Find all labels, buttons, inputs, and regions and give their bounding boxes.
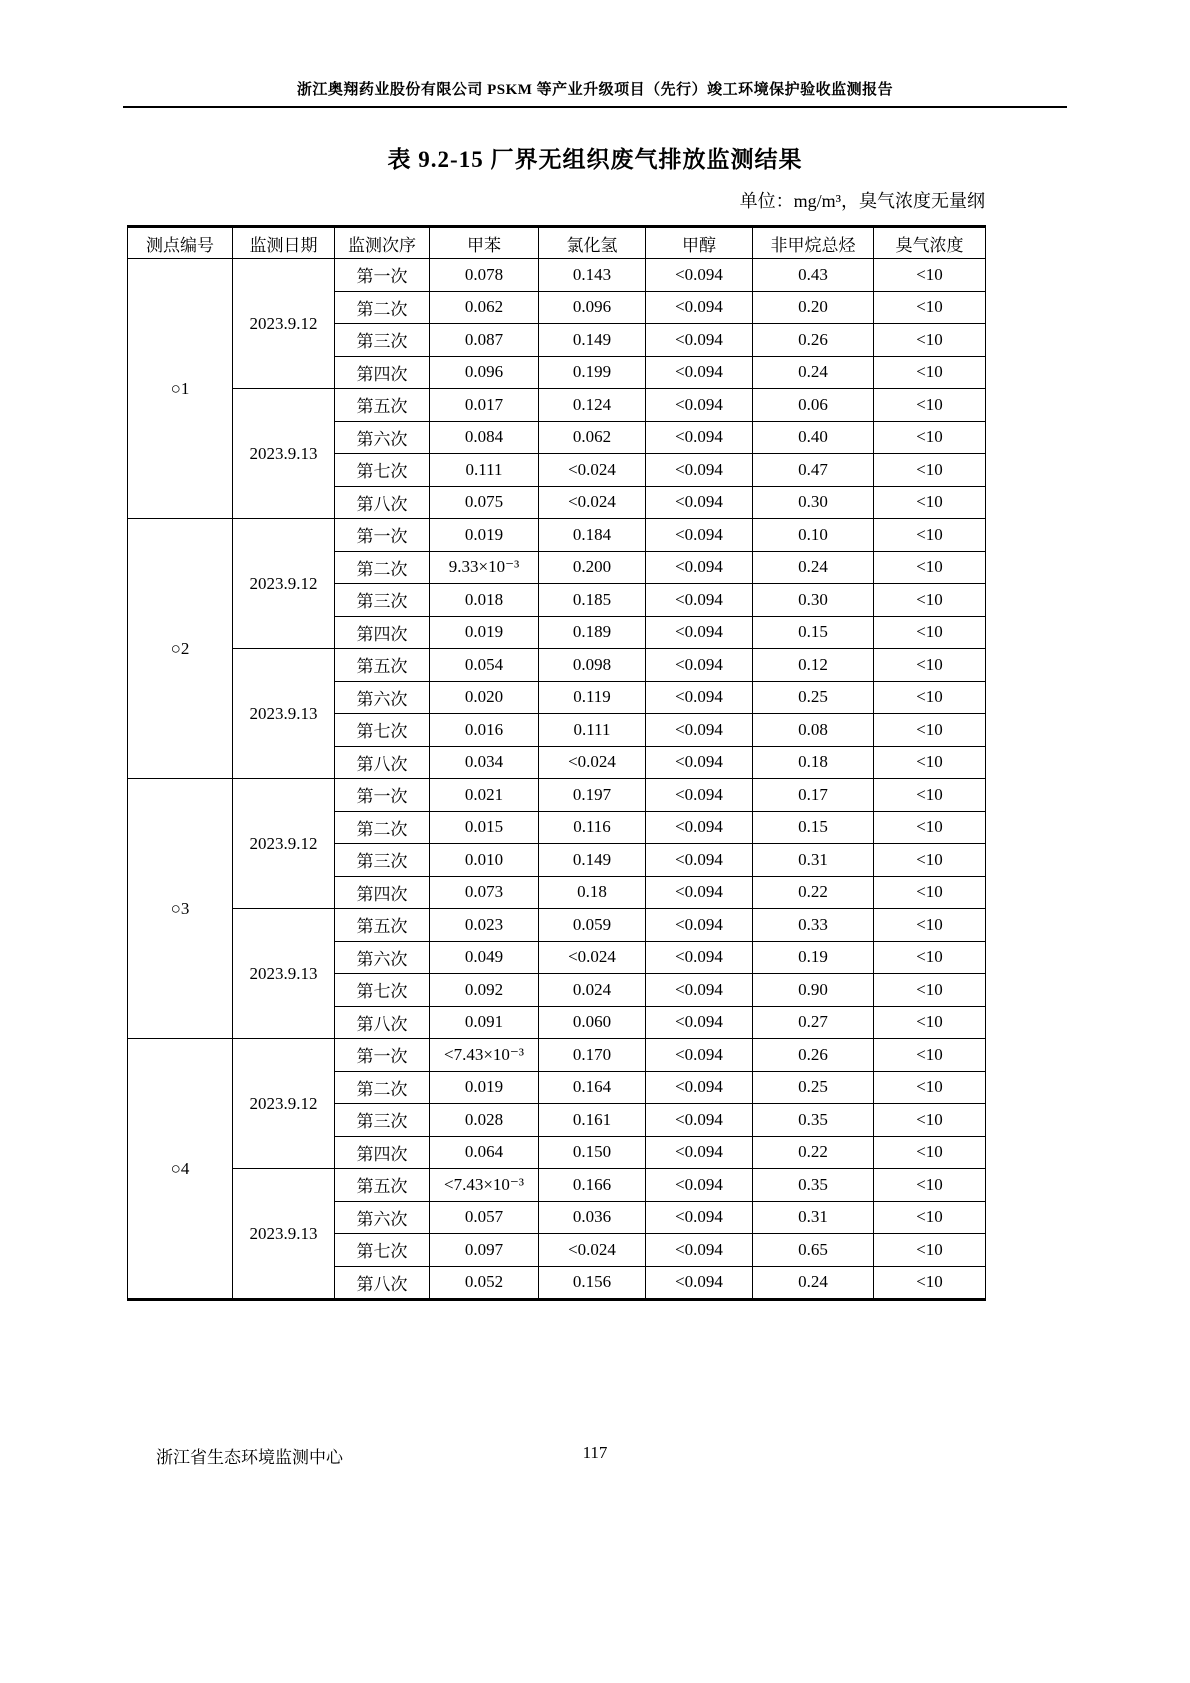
value-cell: 0.010: [430, 844, 539, 877]
value-cell: 0.18: [753, 746, 874, 779]
column-header: 非甲烷总烃: [753, 227, 874, 259]
value-cell: <0.024: [539, 746, 646, 779]
value-cell: 0.059: [539, 909, 646, 942]
value-cell: 0.060: [539, 1006, 646, 1039]
sequence-cell: 第二次: [335, 811, 430, 844]
value-cell: <10: [874, 324, 986, 357]
sequence-cell: 第二次: [335, 291, 430, 324]
value-cell: 0.156: [539, 1266, 646, 1300]
value-cell: 0.018: [430, 584, 539, 617]
value-cell: <7.43×10⁻³: [430, 1169, 539, 1202]
value-cell: 0.18: [539, 876, 646, 909]
sequence-cell: 第三次: [335, 1104, 430, 1137]
date-cell: 2023.9.13: [233, 389, 335, 519]
value-cell: 0.096: [430, 356, 539, 389]
report-header: [123, 78, 1067, 108]
value-cell: 0.164: [539, 1071, 646, 1104]
sequence-cell: 第一次: [335, 259, 430, 292]
report-header-title: 浙江奥翔药业股份有限公司 PSKM 等产业升级项目（先行）竣工环境保护验收监测报告: [296, 82, 894, 98]
value-cell: 0.27: [753, 1006, 874, 1039]
value-cell: <7.43×10⁻³: [430, 1039, 539, 1072]
value-cell: <10: [874, 1006, 986, 1039]
value-cell: <0.094: [646, 746, 753, 779]
value-cell: 0.034: [430, 746, 539, 779]
sequence-cell: 第七次: [335, 454, 430, 487]
value-cell: <10: [874, 844, 986, 877]
value-cell: 0.111: [539, 714, 646, 747]
column-header: 甲苯: [430, 227, 539, 259]
value-cell: <0.094: [646, 1169, 753, 1202]
value-cell: 0.149: [539, 844, 646, 877]
value-cell: <10: [874, 876, 986, 909]
value-cell: 0.020: [430, 681, 539, 714]
value-cell: 0.15: [753, 616, 874, 649]
value-cell: 0.084: [430, 421, 539, 454]
value-cell: 0.200: [539, 551, 646, 584]
value-cell: <10: [874, 1234, 986, 1267]
header-row: [128, 227, 986, 259]
value-cell: <0.094: [646, 616, 753, 649]
value-cell: 0.116: [539, 811, 646, 844]
value-cell: 0.023: [430, 909, 539, 942]
value-cell: <0.094: [646, 681, 753, 714]
sequence-cell: 第八次: [335, 486, 430, 519]
table-row: [128, 389, 986, 422]
value-cell: 0.31: [753, 844, 874, 877]
sequence-cell: 第八次: [335, 1266, 430, 1300]
sequence-cell: 第三次: [335, 584, 430, 617]
value-cell: <0.094: [646, 356, 753, 389]
value-cell: 0.062: [539, 421, 646, 454]
value-cell: 0.052: [430, 1266, 539, 1300]
value-cell: <10: [874, 616, 986, 649]
value-cell: 0.24: [753, 1266, 874, 1300]
value-cell: <10: [874, 259, 986, 292]
value-cell: 0.10: [753, 519, 874, 552]
value-cell: 0.078: [430, 259, 539, 292]
value-cell: <0.094: [646, 1234, 753, 1267]
value-cell: 0.143: [539, 259, 646, 292]
sequence-cell: 第七次: [335, 974, 430, 1007]
table-row: [128, 649, 986, 682]
column-header: 氯化氢: [539, 227, 646, 259]
value-cell: 0.90: [753, 974, 874, 1007]
value-cell: 0.017: [430, 389, 539, 422]
sequence-cell: 第四次: [335, 616, 430, 649]
value-cell: 0.021: [430, 779, 539, 812]
monitoring-table: [127, 225, 986, 1301]
value-cell: <0.094: [646, 714, 753, 747]
value-cell: 0.098: [539, 649, 646, 682]
value-cell: <0.094: [646, 876, 753, 909]
value-cell: 0.111: [430, 454, 539, 487]
value-cell: <10: [874, 551, 986, 584]
value-cell: <0.094: [646, 291, 753, 324]
date-cell: 2023.9.13: [233, 1169, 335, 1300]
value-cell: <10: [874, 649, 986, 682]
value-cell: 0.24: [753, 356, 874, 389]
value-cell: <0.094: [646, 389, 753, 422]
value-cell: 0.124: [539, 389, 646, 422]
value-cell: <10: [874, 519, 986, 552]
value-cell: 0.184: [539, 519, 646, 552]
value-cell: 0.47: [753, 454, 874, 487]
value-cell: 0.12: [753, 649, 874, 682]
date-cell: 2023.9.13: [233, 909, 335, 1039]
table-row: [128, 1169, 986, 1202]
value-cell: 0.064: [430, 1136, 539, 1169]
value-cell: 0.019: [430, 519, 539, 552]
sequence-cell: 第八次: [335, 746, 430, 779]
sequence-cell: 第五次: [335, 649, 430, 682]
value-cell: <0.094: [646, 649, 753, 682]
value-cell: <0.094: [646, 811, 753, 844]
value-cell: 0.054: [430, 649, 539, 682]
sequence-cell: 第一次: [335, 1039, 430, 1072]
sequence-cell: 第六次: [335, 421, 430, 454]
column-header: 监测次序: [335, 227, 430, 259]
value-cell: 0.20: [753, 291, 874, 324]
value-cell: <10: [874, 584, 986, 617]
table-row: [128, 1039, 986, 1072]
value-cell: 0.26: [753, 1039, 874, 1072]
value-cell: <10: [874, 1104, 986, 1137]
value-cell: <0.094: [646, 551, 753, 584]
page-number: 117: [582, 1443, 608, 1462]
table-head: [128, 227, 986, 259]
value-cell: <0.024: [539, 941, 646, 974]
footer-organization: 浙江省生态环境监测中心: [156, 1448, 343, 1467]
column-header: 测点编号: [128, 227, 233, 259]
sequence-cell: 第七次: [335, 1234, 430, 1267]
value-cell: 0.30: [753, 584, 874, 617]
value-cell: 0.35: [753, 1169, 874, 1202]
table-row: [128, 519, 986, 552]
sequence-cell: 第二次: [335, 551, 430, 584]
table-row: [128, 779, 986, 812]
table-title: 表 9.2-15 厂界无组织废气排放监测结果: [387, 147, 803, 172]
value-cell: <0.094: [646, 974, 753, 1007]
date-cell: 2023.9.13: [233, 649, 335, 779]
value-cell: <10: [874, 941, 986, 974]
point-id-cell: ○4: [128, 1039, 233, 1300]
value-cell: 0.197: [539, 779, 646, 812]
value-cell: 0.43: [753, 259, 874, 292]
value-cell: <10: [874, 1201, 986, 1234]
value-cell: <0.094: [646, 584, 753, 617]
value-cell: 0.08: [753, 714, 874, 747]
value-cell: 0.26: [753, 324, 874, 357]
value-cell: 0.119: [539, 681, 646, 714]
value-cell: 0.22: [753, 876, 874, 909]
value-cell: 0.40: [753, 421, 874, 454]
value-cell: <10: [874, 454, 986, 487]
value-cell: <10: [874, 714, 986, 747]
value-cell: <0.094: [646, 1201, 753, 1234]
sequence-cell: 第三次: [335, 844, 430, 877]
value-cell: 0.016: [430, 714, 539, 747]
value-cell: 0.15: [753, 811, 874, 844]
column-header: 臭气浓度: [874, 227, 986, 259]
date-cell: 2023.9.12: [233, 779, 335, 909]
date-cell: 2023.9.12: [233, 259, 335, 389]
value-cell: 0.65: [753, 1234, 874, 1267]
sequence-cell: 第五次: [335, 909, 430, 942]
value-cell: 0.185: [539, 584, 646, 617]
value-cell: <10: [874, 1169, 986, 1202]
value-cell: <0.094: [646, 486, 753, 519]
sequence-cell: 第五次: [335, 1169, 430, 1202]
value-cell: <10: [874, 1136, 986, 1169]
value-cell: 0.166: [539, 1169, 646, 1202]
value-cell: <10: [874, 974, 986, 1007]
sequence-cell: 第四次: [335, 1136, 430, 1169]
value-cell: 0.075: [430, 486, 539, 519]
value-cell: <10: [874, 486, 986, 519]
value-cell: 0.06: [753, 389, 874, 422]
value-cell: <0.094: [646, 1104, 753, 1137]
value-cell: <0.094: [646, 421, 753, 454]
value-cell: <10: [874, 291, 986, 324]
value-cell: 0.150: [539, 1136, 646, 1169]
value-cell: 0.33: [753, 909, 874, 942]
value-cell: 0.161: [539, 1104, 646, 1137]
value-cell: 0.25: [753, 1071, 874, 1104]
value-cell: <0.024: [539, 486, 646, 519]
sequence-cell: 第一次: [335, 519, 430, 552]
value-cell: 0.091: [430, 1006, 539, 1039]
value-cell: 0.049: [430, 941, 539, 974]
point-id-cell: ○3: [128, 779, 233, 1039]
sequence-cell: 第八次: [335, 1006, 430, 1039]
column-header: 甲醇: [646, 227, 753, 259]
value-cell: 0.015: [430, 811, 539, 844]
value-cell: <0.094: [646, 519, 753, 552]
sequence-cell: 第七次: [335, 714, 430, 747]
value-cell: 0.17: [753, 779, 874, 812]
value-cell: 0.19: [753, 941, 874, 974]
value-cell: <10: [874, 1266, 986, 1300]
value-cell: <10: [874, 1071, 986, 1104]
value-cell: 0.057: [430, 1201, 539, 1234]
value-cell: <0.094: [646, 941, 753, 974]
value-cell: 0.149: [539, 324, 646, 357]
value-cell: <10: [874, 356, 986, 389]
value-cell: 0.062: [430, 291, 539, 324]
value-cell: <0.024: [539, 1234, 646, 1267]
value-cell: <0.094: [646, 1266, 753, 1300]
table-row: [128, 259, 986, 292]
value-cell: <10: [874, 779, 986, 812]
sequence-cell: 第六次: [335, 941, 430, 974]
value-cell: <10: [874, 389, 986, 422]
value-cell: <10: [874, 421, 986, 454]
value-cell: <10: [874, 1039, 986, 1072]
value-cell: <0.024: [539, 454, 646, 487]
value-cell: 0.189: [539, 616, 646, 649]
column-header: 监测日期: [233, 227, 335, 259]
value-cell: <10: [874, 909, 986, 942]
value-cell: <0.094: [646, 1071, 753, 1104]
sequence-cell: 第四次: [335, 356, 430, 389]
value-cell: <0.094: [646, 1039, 753, 1072]
value-cell: 0.024: [539, 974, 646, 1007]
value-cell: 0.31: [753, 1201, 874, 1234]
value-cell: 0.096: [539, 291, 646, 324]
value-cell: 0.073: [430, 876, 539, 909]
sequence-cell: 第六次: [335, 681, 430, 714]
value-cell: <0.094: [646, 324, 753, 357]
point-id-cell: ○2: [128, 519, 233, 779]
value-cell: 0.199: [539, 356, 646, 389]
value-cell: 0.30: [753, 486, 874, 519]
value-cell: 0.24: [753, 551, 874, 584]
value-cell: <0.094: [646, 259, 753, 292]
value-cell: <0.094: [646, 454, 753, 487]
value-cell: 0.019: [430, 1071, 539, 1104]
date-cell: 2023.9.12: [233, 519, 335, 649]
point-id-cell: ○1: [128, 259, 233, 519]
sequence-cell: 第四次: [335, 876, 430, 909]
sequence-cell: 第一次: [335, 779, 430, 812]
value-cell: 0.22: [753, 1136, 874, 1169]
value-cell: <10: [874, 681, 986, 714]
value-cell: 0.097: [430, 1234, 539, 1267]
monitoring-table-body: [128, 259, 986, 1300]
sequence-cell: 第六次: [335, 1201, 430, 1234]
value-cell: <0.094: [646, 844, 753, 877]
value-cell: 0.35: [753, 1104, 874, 1137]
value-cell: 9.33×10⁻³: [430, 551, 539, 584]
value-cell: <0.094: [646, 1006, 753, 1039]
value-cell: 0.087: [430, 324, 539, 357]
date-cell: 2023.9.12: [233, 1039, 335, 1169]
table-row: [128, 909, 986, 942]
value-cell: 0.170: [539, 1039, 646, 1072]
unit-note: 单位：mg/m³，臭气浓度无量纲: [739, 191, 985, 211]
sequence-cell: 第二次: [335, 1071, 430, 1104]
value-cell: 0.019: [430, 616, 539, 649]
value-cell: <10: [874, 811, 986, 844]
value-cell: 0.028: [430, 1104, 539, 1137]
sequence-cell: 第五次: [335, 389, 430, 422]
value-cell: 0.25: [753, 681, 874, 714]
value-cell: 0.092: [430, 974, 539, 1007]
value-cell: <10: [874, 746, 986, 779]
value-cell: <0.094: [646, 1136, 753, 1169]
page-footer: [123, 1443, 1067, 1467]
sequence-cell: 第三次: [335, 324, 430, 357]
value-cell: <0.094: [646, 909, 753, 942]
value-cell: <0.094: [646, 779, 753, 812]
value-cell: 0.036: [539, 1201, 646, 1234]
